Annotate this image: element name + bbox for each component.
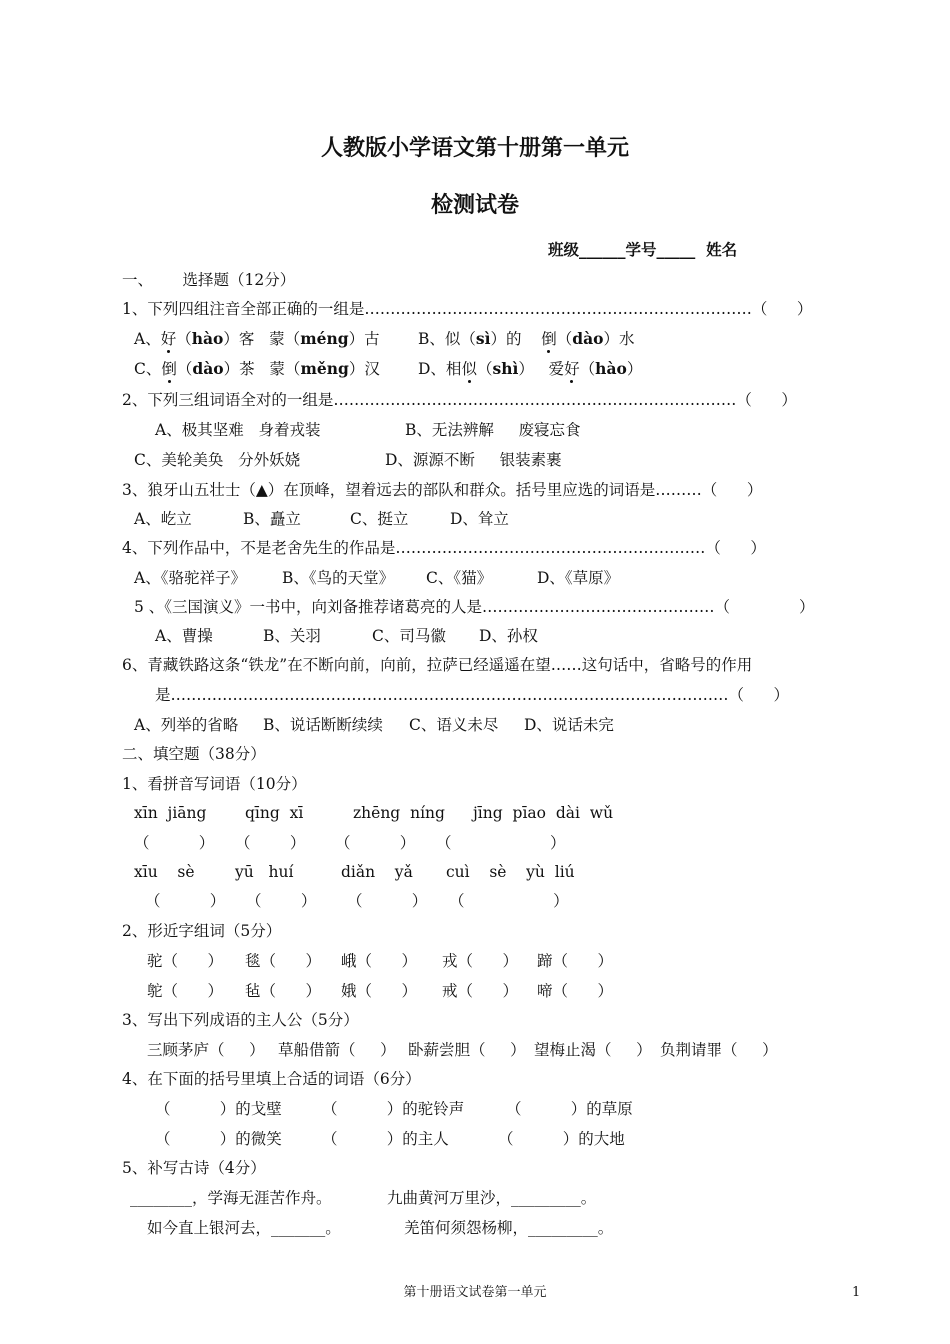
pinyin-item: cuì sè yù liú: [446, 863, 575, 881]
idiom-item[interactable]: 草船借箭（ ）: [278, 1041, 396, 1059]
poem-line[interactable]: 如今直上银河去，_______。: [147, 1219, 341, 1237]
q2-stem: 2、下列三组词语全对的一组是……………………………………………………………………（ ）: [122, 391, 797, 409]
page-title: 人教版小学语文第十册第一单元: [320, 135, 629, 161]
q2-option-b: B、无法辨解 废寝忘食: [405, 421, 581, 439]
fill-item[interactable]: （ ）的大地: [498, 1130, 625, 1148]
q3-option-b: B、矗立: [243, 510, 301, 528]
part5-heading: 5、补写古诗（4分）: [122, 1159, 266, 1177]
student-info: [548, 240, 737, 260]
char-item[interactable]: 峨（ ）: [341, 952, 418, 970]
poem-line[interactable]: 羌笛何须怨杨柳，_________。: [404, 1219, 614, 1237]
idiom-item[interactable]: 负荆请罪（ ）: [660, 1041, 778, 1059]
fill-item[interactable]: （ ）的草原: [506, 1100, 633, 1118]
answer-blank[interactable]: （ ）: [449, 892, 569, 910]
q5-stem: 5 、《三国演义》一书中，向刘备推荐诸葛亮的人是………………………………………（ ）: [134, 598, 815, 616]
q6-stem-line2: 是………………………………………………………………………………………………（ ）: [155, 686, 790, 704]
answer-blank[interactable]: （ ）: [335, 834, 416, 852]
q1-stem: 1、下列四组注音全部正确的一组是…………………………………………………………………（ ）: [122, 300, 813, 318]
answer-blank[interactable]: （ ）: [235, 834, 306, 852]
char-item[interactable]: 娥（ ）: [341, 982, 418, 1000]
poem-line[interactable]: ________，学海无涯苦作舟。: [130, 1189, 332, 1207]
char-item[interactable]: 驼（ ）: [147, 952, 224, 970]
fill-item[interactable]: （ ）的主人: [322, 1130, 449, 1148]
page-number: 1: [852, 1285, 861, 1300]
answer-blank[interactable]: （ ）: [246, 892, 317, 910]
q6-option-c: C、语义未尽: [409, 716, 499, 734]
q6-stem-line1: 6、青藏铁路这条“铁龙”在不断向前，向前，拉萨已经遥遥在望……这句话中，省略号的作用: [122, 656, 753, 674]
fill-item[interactable]: （ ）的驼铃声: [322, 1100, 465, 1118]
idiom-item[interactable]: 卧薪尝胆（ ）: [408, 1041, 526, 1059]
char-item[interactable]: 毯（ ）: [245, 952, 322, 970]
part3-heading: 3、写出下列成语的主人公（5分）: [122, 1011, 359, 1029]
q4-option-d: D、《草原》: [537, 569, 620, 587]
q1-option-b: B、似（sì）的 倒（dào）水: [418, 329, 635, 348]
char-item[interactable]: 鸵（ ）: [147, 982, 224, 1000]
idiom-item[interactable]: 三顾茅庐（ ）: [147, 1041, 265, 1059]
q2-option-c: C、美轮美奂 分外妖娆: [134, 451, 301, 469]
idiom-item[interactable]: 望梅止渴（ ）: [534, 1041, 652, 1059]
fill-item[interactable]: （ ）的微笑: [155, 1130, 282, 1148]
q1-option-c: C、倒（dào）茶 蒙（měng）汉: [134, 359, 380, 378]
q3-option-a: A、屹立: [134, 510, 192, 528]
q4-option-b: B、《鸟的天堂》: [282, 569, 395, 587]
answer-blank[interactable]: （ ）: [145, 892, 226, 910]
q5-option-d: D、孙权: [479, 627, 538, 645]
section2-heading: 二、填空题（38分）: [122, 745, 266, 763]
q4-stem: 4、下列作品中，不是老舍先生的作品是……………………………………………………（ ）: [122, 539, 766, 557]
answer-blank[interactable]: （ ）: [134, 834, 215, 852]
q5-option-a: A、曹操: [155, 627, 213, 645]
q3-option-d: D、耸立: [450, 510, 509, 528]
pinyin-item: xīu sè: [134, 863, 195, 881]
char-item[interactable]: 啼（ ）: [537, 982, 614, 1000]
answer-blank[interactable]: （ ）: [436, 834, 566, 852]
page-footer: 第十册语文试卷第一单元: [403, 1285, 547, 1300]
section1-heading: 一、 选择题（12分）: [122, 271, 296, 289]
pinyin-item: yū huí: [235, 863, 294, 881]
q2-option-d: D、源源不断 银装素裹: [385, 451, 562, 469]
pinyin-item: qīng xī: [245, 804, 304, 822]
q6-option-b: B、说话断断续续: [263, 716, 383, 734]
pinyin-item: zhēng níng: [353, 804, 445, 822]
char-item[interactable]: 戎（ ）: [442, 952, 519, 970]
q2-option-a: A、极其坚难 身着戎装: [155, 421, 321, 439]
q4-option-c: C、《猫》: [426, 569, 493, 587]
q5-option-b: B、关羽: [263, 627, 321, 645]
q6-option-a: A、列举的省略: [134, 716, 239, 734]
q6-option-d: D、说话未完: [524, 716, 614, 734]
q1-option-d: D、相似（shì） 爱好（hào）: [418, 359, 643, 378]
poem-line[interactable]: 九曲黄河万里沙，_________。: [387, 1189, 597, 1207]
part1-heading: 1、看拼音写词语（10分）: [122, 775, 307, 793]
part4-heading: 4、在下面的括号里填上合适的词语（6分）: [122, 1070, 421, 1088]
name-label: 姓名: [706, 240, 738, 259]
id-blank[interactable]: _____: [656, 240, 696, 259]
char-item[interactable]: 戒（ ）: [442, 982, 519, 1000]
q1-option-a: A、好（hào）客 蒙（méng）古: [134, 329, 380, 348]
q3-option-c: C、挺立: [350, 510, 409, 528]
q4-option-a: A、《骆驼祥子》: [134, 569, 246, 587]
q5-option-c: C、司马徽: [372, 627, 446, 645]
pinyin-item: xīn jiāng: [134, 804, 207, 822]
class-label: 班级: [548, 240, 580, 259]
id-label: 学号: [625, 240, 657, 259]
pinyin-item: diǎn yǎ: [341, 863, 413, 881]
answer-blank[interactable]: （ ）: [347, 892, 428, 910]
part2-heading: 2、形近字组词（5分）: [122, 922, 282, 940]
page-subtitle: 检测试卷: [430, 192, 519, 218]
char-item[interactable]: 蹄（ ）: [537, 952, 614, 970]
char-item[interactable]: 毡（ ）: [245, 982, 322, 1000]
class-blank[interactable]: ______: [579, 240, 626, 259]
pinyin-item: jīng pīao dài wǔ: [473, 804, 614, 822]
fill-item[interactable]: （ ）的戈壁: [155, 1100, 282, 1118]
q3-stem: 3、狼牙山五壮士（▲）在顶峰，望着远去的部队和群众。括号里应选的词语是………（ ）: [122, 481, 763, 499]
